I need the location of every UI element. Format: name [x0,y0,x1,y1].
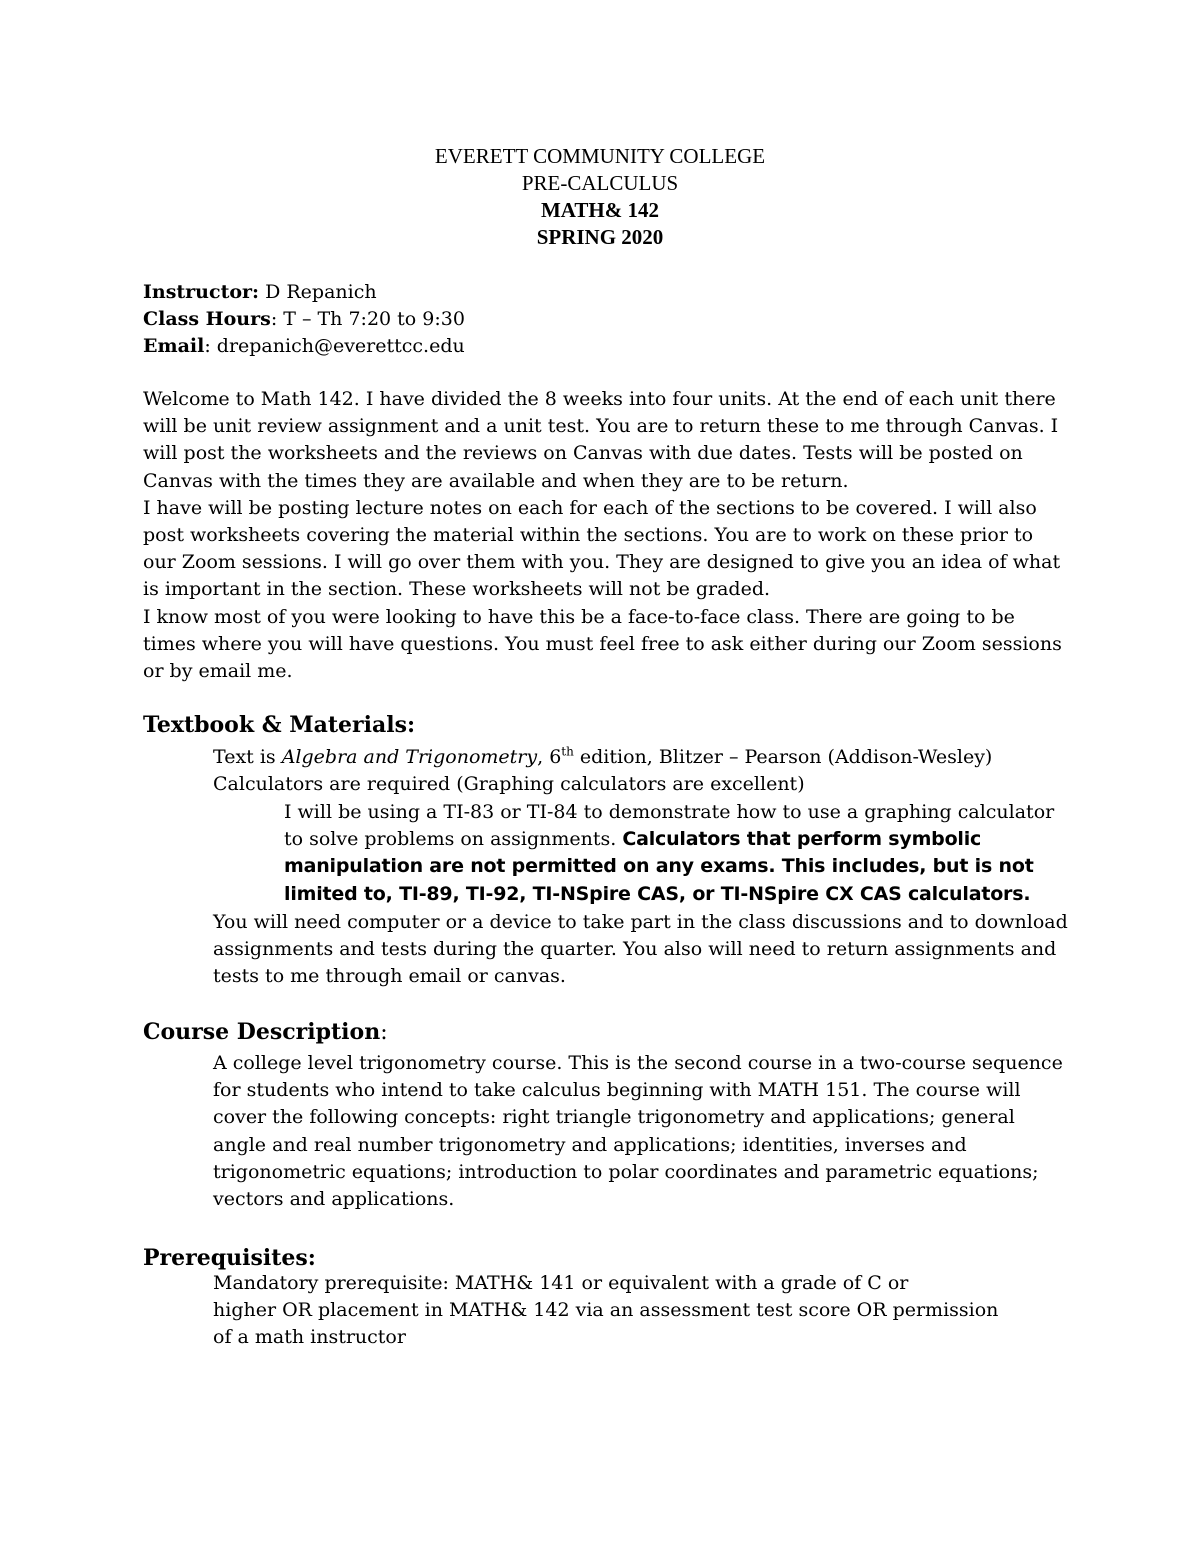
book-title: Algebra and Trigonometry [281,746,538,768]
course-name: PRE-CALCULUS [521,171,679,195]
welcome-section [143,386,1068,685]
calculator-note [284,799,1059,908]
welcome-paragraph-1: Welcome to Math 142. I have divided the 8 weeks into four units. At the end of each unit there will be unit review assignment and a unit test. You are to return these to me through Canvas. I will post the worksheets and the reviews on Canvas with due dates. Tests will be posted on Canvas with the times they are available and when they are to be return. [143,388,1059,492]
hours-label: Class Hours [143,308,271,330]
prereq-line-1: Mandatory prerequisite: MATH& 141 or equivalent with a grade of C or [213,1272,909,1294]
calculator-paragraph [284,799,1059,908]
textbook-section [213,744,1093,798]
description-text: A college level trigonometry course. This is the second course in a two-course sequence for students who intend to take calculus beginning with MATH 151. The course will cover the following concepts: right triangle trigonometry and applications; general angle and real number trigonometry and applications; identities, inverses and trigonometric equations; introduction to polar coordinates and parametric equations; vectors and applications. [213,1052,1063,1211]
email-label: Email [143,335,205,357]
prerequisites-section [213,1270,1093,1352]
edition-rest: edition, Blitzer – Pearson (Addison-Wesley) [573,746,993,768]
course-term: SPRING 2020 [536,225,664,249]
device-requirement [213,909,1073,991]
edition-suffix: th [561,744,574,759]
calculators-line: Calculators are required (Graphing calculators are excellent) [213,773,805,796]
calculator-restriction: Calculators that perform symbolic manipulation are not permitted on any exams. This includes, but is not limited to, TI-89, TI-92, TI-NSpire CAS, or TI-NSpire CX CAS calculators. [284,828,1034,905]
prerequisites-heading: Prerequisites: [143,1245,316,1271]
edition-number: , 6 [537,746,562,768]
description-section [213,1050,1073,1213]
description-heading [143,1018,388,1047]
instructor-info [143,279,465,360]
hours-value: : T – Th 7:20 to 9:30 [270,308,465,330]
course-code: MATH& 142 [540,198,659,222]
prereq-line-3: of a math instructor [213,1326,406,1349]
welcome-paragraph-2: I have will be posting lecture notes on each for each of the sections to be covered. I will also post worksheets covering the material within the sections. You are to work on these prior to our Zoom sessions. I will go over them with you. They are designed to give you an idea of what is important in the section. These worksheets will not be graded. [143,496,1061,601]
computer-paragraph: You will need computer or a device to take part in the class discussions and to download assignments and tests during the quarter. You also will need to return assignments and tests to me through email or canvas. [213,911,1068,988]
email-value: : drepanich@everettcc.edu [204,335,465,357]
instructor-value: D Repanich [259,281,377,303]
instructor-line [143,279,465,306]
email-line [143,333,465,360]
college-name: EVERETT COMMUNITY COLLEGE [434,144,766,168]
textbook-prefix: Text is [213,746,282,768]
instructor-label: Instructor: [143,281,260,303]
textbook-heading: Textbook & Materials: [143,712,416,738]
textbook-line [213,744,1093,771]
document-header [0,143,1200,251]
prereq-line-2: higher OR placement in MATH& 142 via an assessment test score OR permission [213,1299,999,1322]
hours-line [143,306,465,333]
description-title: Course Description [143,1019,381,1045]
welcome-paragraph-3: I know most of you were looking to have this be a face-to-face class. There are going to be times where you will have questions. You must feel free to ask either during our Zoom sessions or by email me. [143,605,1062,683]
ti-text: I will be using a TI-83 or TI-84 to demonstrate how to use a graphing calculator to solve problems on assignments. [284,801,1055,851]
description-colon: : [380,1020,388,1045]
